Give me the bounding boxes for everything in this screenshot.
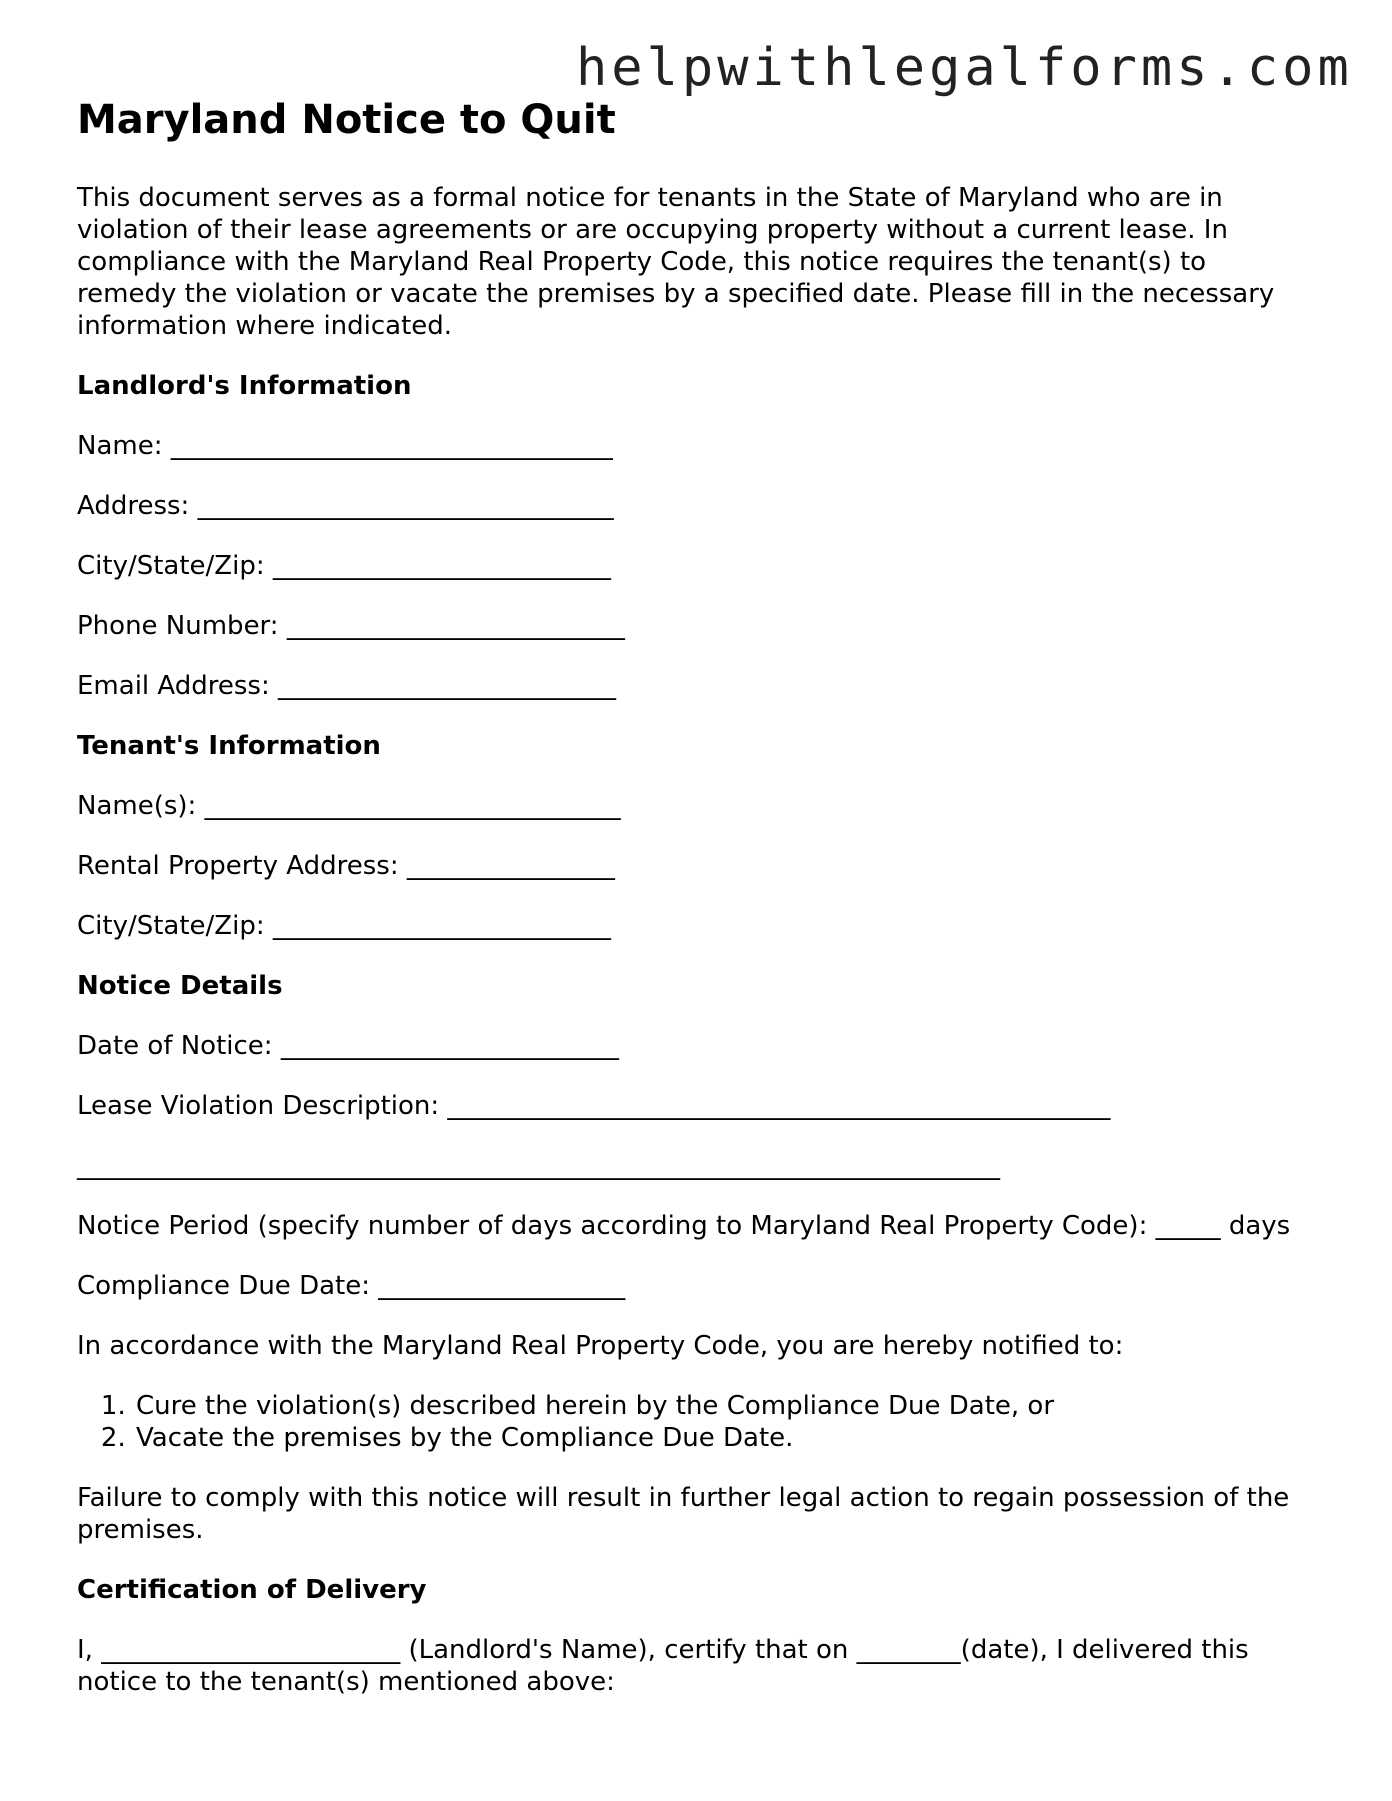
tenant-names-field: Name(s): ________________________________ — [77, 791, 621, 821]
landlord-name-field: Name: __________________________________ — [77, 431, 613, 461]
certification-heading: Certification of Delivery — [77, 1575, 427, 1605]
notice-document — [77, 96, 1317, 1726]
compliance-due-date-field: Compliance Due Date: ___________________ — [77, 1271, 626, 1301]
notice-date-field: Date of Notice: __________________________ — [77, 1031, 619, 1061]
notice-period-field: Notice Period (specify number of days according to Maryland Real Property Code): _____ days — [77, 1211, 1291, 1241]
notice-section — [77, 970, 1317, 1546]
list-item: 2. Vacate the premises by the Compliance Due Date. — [134, 1422, 1317, 1454]
notice-heading: Notice Details — [77, 971, 283, 1001]
landlord-email-field: Email Address: __________________________ — [77, 671, 616, 701]
violation-description-field: Lease Violation Description: ___________________________________________________ — [77, 1091, 1111, 1121]
landlord-heading: Landlord's Information — [77, 371, 412, 401]
site-watermark: helpwithlegalforms.com — [576, 38, 1353, 98]
tenant-city-field: City/State/Zip: __________________________ — [77, 911, 611, 941]
certification-section — [77, 1574, 1317, 1698]
tenant-section — [77, 730, 1317, 942]
tenant-heading: Tenant's Information — [77, 731, 381, 761]
accordance-text: In accordance with the Maryland Real Property Code, you are hereby notified to: — [77, 1331, 1124, 1361]
landlord-city-field: City/State/Zip: __________________________ — [77, 551, 611, 581]
landlord-phone-field: Phone Number: __________________________ — [77, 611, 625, 641]
landlord-address-field: Address: ________________________________ — [77, 491, 614, 521]
rental-address-field: Rental Property Address: ________________ — [77, 851, 615, 881]
landlord-section — [77, 370, 1317, 702]
page-title: Maryland Notice to Quit — [77, 97, 616, 143]
notice-options-list — [77, 1390, 1317, 1454]
intro-paragraph: This document serves as a formal notice for tenants in the State of Maryland who are in violation of their lease agreements or are occupying property without a current lease. In compliance with the Maryland Real Property Code, this notice requires the tenant(s) to remedy the violation or vacate the premises by a specified date. Please fill in the necessary information where indicated. — [77, 183, 1275, 341]
violation-description-line2: _______________________________________________________________________ — [77, 1151, 1000, 1181]
list-item: 1. Cure the violation(s) described herein by the Compliance Due Date, or — [134, 1390, 1317, 1422]
failure-warning: Failure to comply with this notice will result in further legal action to regain possession of the premises. — [77, 1483, 1290, 1545]
certification-statement: I, _______________________ (Landlord's Name), certify that on ________(date), I delivered this notice to the tenant(s) mentioned above: — [77, 1635, 1249, 1697]
